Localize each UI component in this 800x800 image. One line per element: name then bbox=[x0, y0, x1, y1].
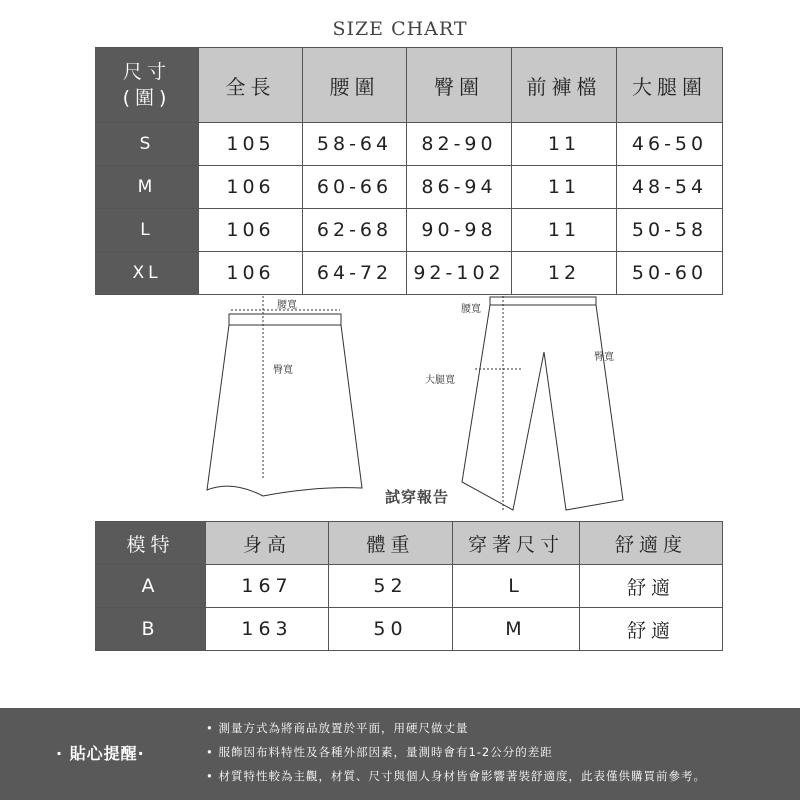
col-header-waist: 腰圍 bbox=[303, 48, 407, 123]
pants-illustration bbox=[425, 296, 623, 510]
table-row bbox=[96, 565, 723, 608]
size-label: S bbox=[96, 123, 199, 166]
table-cell: 106 bbox=[199, 166, 303, 209]
size-table bbox=[95, 47, 723, 295]
table-row bbox=[96, 209, 723, 252]
chart-title: SIZE CHART bbox=[332, 18, 468, 40]
table-cell: 62-68 bbox=[303, 209, 407, 252]
table-cell: 106 bbox=[199, 252, 303, 295]
table-cell: L bbox=[453, 565, 580, 608]
col-header-model: 模特 bbox=[96, 522, 206, 565]
table-cell: 50-60 bbox=[617, 252, 723, 295]
col-header-height: 身高 bbox=[206, 522, 329, 565]
reminder-list bbox=[206, 716, 706, 788]
size-table-header bbox=[96, 48, 723, 123]
table-cell: 11 bbox=[512, 166, 617, 209]
table-cell: 舒適 bbox=[580, 608, 723, 651]
pants-thigh-label: 大腿寬 bbox=[425, 375, 455, 386]
table-cell: M bbox=[453, 608, 580, 651]
col-header-hip: 臀圍 bbox=[407, 48, 512, 123]
table-row bbox=[96, 252, 723, 295]
table-cell: 11 bbox=[512, 209, 617, 252]
corner-line-1: 尺寸 bbox=[122, 61, 171, 83]
corner-line-2: (圍) bbox=[122, 87, 172, 109]
table-cell: 52 bbox=[329, 565, 453, 608]
table-row bbox=[96, 608, 723, 651]
table-cell: 64-72 bbox=[303, 252, 407, 295]
list-item: • 測量方式為將商品放置於平面，用硬尺做丈量 bbox=[206, 716, 706, 740]
col-header-comfort: 舒適度 bbox=[580, 522, 723, 565]
table-cell: 82-90 bbox=[407, 123, 512, 166]
table-cell: 90-98 bbox=[407, 209, 512, 252]
col-header-worn-size: 穿著尺寸 bbox=[453, 522, 580, 565]
table-cell: 92-102 bbox=[407, 252, 512, 295]
table-cell: 163 bbox=[206, 608, 329, 651]
skirt-waist-label: 腰寬 bbox=[277, 300, 297, 311]
table-row bbox=[96, 123, 723, 166]
list-item: • 材質特性較為主觀，材質、尺寸與個人身材皆會影響著裝舒適度，此表僅供購買前參考。 bbox=[206, 764, 706, 788]
col-header-length: 全長 bbox=[199, 48, 303, 123]
table-cell: 12 bbox=[512, 252, 617, 295]
fitting-report-label: 試穿報告 bbox=[385, 488, 450, 506]
list-item: • 服飾因布料特性及各種外部因素，量測時會有1-2公分的差距 bbox=[206, 740, 706, 764]
reminder-title: · 貼心提醒· bbox=[56, 744, 145, 763]
table-cell: 86-94 bbox=[407, 166, 512, 209]
table-cell: 舒適 bbox=[580, 565, 723, 608]
table-row bbox=[96, 166, 723, 209]
size-corner-cell bbox=[96, 48, 199, 123]
model-label: A bbox=[96, 565, 206, 608]
pants-hip-label: 臀寬 bbox=[594, 352, 614, 363]
size-label: M bbox=[96, 166, 199, 209]
table-cell: 48-54 bbox=[617, 166, 723, 209]
col-header-front-rise: 前褲檔 bbox=[512, 48, 617, 123]
col-header-weight: 體重 bbox=[329, 522, 453, 565]
size-label: XL bbox=[96, 252, 199, 295]
table-cell: 60-66 bbox=[303, 166, 407, 209]
skirt-hip-label: 臀寬 bbox=[273, 365, 293, 376]
pants-waist-label: 腰寬 bbox=[461, 304, 481, 315]
model-table bbox=[95, 521, 723, 651]
table-cell: 58-64 bbox=[303, 123, 407, 166]
table-cell: 167 bbox=[206, 565, 329, 608]
col-header-thigh: 大腿圍 bbox=[617, 48, 723, 123]
table-cell: 11 bbox=[512, 123, 617, 166]
table-cell: 105 bbox=[199, 123, 303, 166]
model-label: B bbox=[96, 608, 206, 651]
reminder-footer bbox=[0, 708, 800, 800]
table-cell: 50 bbox=[329, 608, 453, 651]
table-cell: 106 bbox=[199, 209, 303, 252]
table-cell: 50-58 bbox=[617, 209, 723, 252]
model-table-header bbox=[96, 522, 723, 565]
size-label: L bbox=[96, 209, 199, 252]
table-cell: 46-50 bbox=[617, 123, 723, 166]
skirt-illustration bbox=[207, 296, 362, 496]
